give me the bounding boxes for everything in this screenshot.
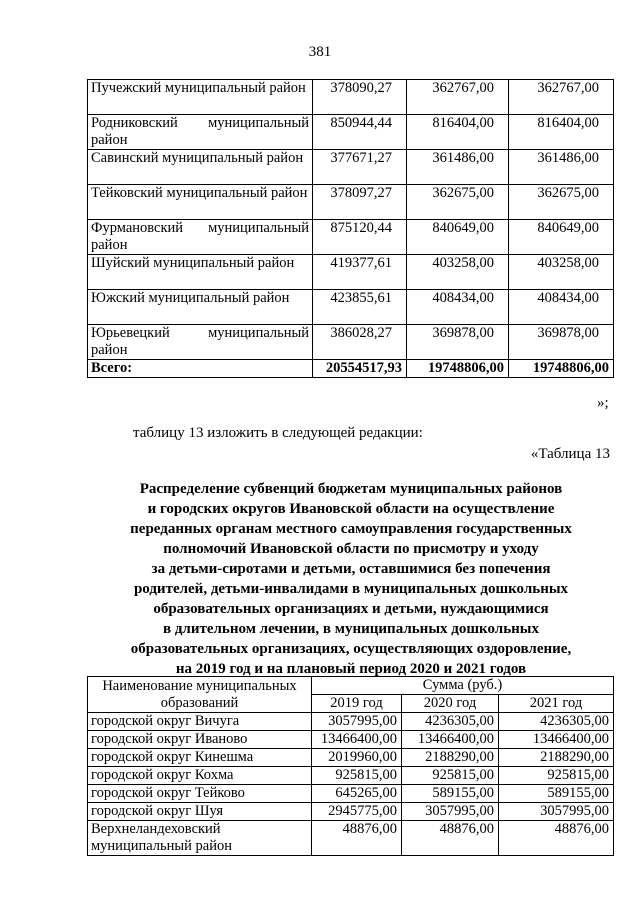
value-2021-cell: 3057995,00	[499, 803, 614, 821]
region-name-cell: Савинский муниципальный район	[88, 150, 313, 185]
region-name-cell: Шуйский муниципальный район	[88, 255, 313, 290]
value-2019-cell: 2945775,00	[312, 803, 402, 821]
region-name-cell: Юрьевецкий муниципальный район	[88, 325, 313, 360]
value-2019-cell: 378090,27	[313, 80, 407, 115]
table-row	[88, 325, 614, 360]
table-row	[88, 785, 614, 803]
closing-quote: »;	[597, 395, 609, 411]
municipality-name-cell: городской округ Кинешма	[88, 749, 312, 767]
value-2021-cell: 13466400,00	[499, 731, 614, 749]
value-2021-cell: 408434,00	[509, 290, 614, 325]
table-row	[88, 749, 614, 767]
value-2021-cell: 589155,00	[499, 785, 614, 803]
value-2021-cell: 362767,00	[509, 80, 614, 115]
value-2020-cell: 840649,00	[407, 220, 509, 255]
total-2020-cell: 19748806,00	[407, 360, 509, 378]
table-row	[88, 767, 614, 785]
value-2021-cell: 361486,00	[509, 150, 614, 185]
table-row	[88, 290, 614, 325]
value-2020-cell: 369878,00	[407, 325, 509, 360]
header-year-2020: 2020 год	[402, 695, 499, 713]
value-2020-cell: 48876,00	[402, 821, 499, 856]
value-2021-cell: 362675,00	[509, 185, 614, 220]
value-2020-cell: 408434,00	[407, 290, 509, 325]
value-2019-cell: 925815,00	[312, 767, 402, 785]
value-2020-cell: 403258,00	[407, 255, 509, 290]
table-row	[88, 185, 614, 220]
value-2021-cell: 840649,00	[509, 220, 614, 255]
total-2021-cell: 19748806,00	[509, 360, 614, 378]
heading-line: за детьми-сиротами и детьми, оставшимися без попечения	[151, 561, 551, 577]
table-header-row	[88, 677, 614, 695]
region-name-cell: Тейковский муниципальный район	[88, 185, 313, 220]
heading-line: Распределение субвенций бюджетам муниципальных районов	[139, 481, 563, 497]
value-2021-cell: 925815,00	[499, 767, 614, 785]
header-name-cell: Наименование муниципальных образований	[88, 677, 312, 713]
value-2019-cell: 13466400,00	[312, 731, 402, 749]
total-row	[88, 360, 614, 378]
table-row	[88, 803, 614, 821]
value-2020-cell: 361486,00	[407, 150, 509, 185]
value-2020-cell: 816404,00	[407, 115, 509, 150]
value-2021-cell: 403258,00	[509, 255, 614, 290]
heading-line: переданных органам местного самоуправления государственных	[130, 521, 572, 537]
value-2020-cell: 2188290,00	[402, 749, 499, 767]
table-13	[87, 676, 614, 856]
region-name-cell: Фурмановский муниципальный район	[88, 220, 313, 255]
heading-line: и городских округов Ивановской области на осуществление	[147, 501, 555, 517]
heading-line: образовательных организациях и детьми, нуждающимися	[153, 601, 549, 617]
value-2021-cell: 4236305,00	[499, 713, 614, 731]
value-2019-cell: 386028,27	[313, 325, 407, 360]
value-2020-cell: 925815,00	[402, 767, 499, 785]
header-year-2019: 2019 год	[312, 695, 402, 713]
municipality-name-cell: городской округ Тейково	[88, 785, 312, 803]
value-2020-cell: 362767,00	[407, 80, 509, 115]
value-2020-cell: 4236305,00	[402, 713, 499, 731]
table-row	[88, 115, 614, 150]
value-2021-cell: 48876,00	[499, 821, 614, 856]
heading-line: родителей, детьми-инвалидами в муниципальных дошкольных	[133, 581, 569, 597]
value-2021-cell: 816404,00	[509, 115, 614, 150]
page-number: 381	[308, 44, 332, 60]
value-2021-cell: 369878,00	[509, 325, 614, 360]
value-2019-cell: 378097,27	[313, 185, 407, 220]
municipality-name-cell: городской округ Шуя	[88, 803, 312, 821]
region-name-cell: Южский муниципальный район	[88, 290, 313, 325]
table-body	[88, 80, 614, 378]
header-sum-cell: Сумма (руб.)	[312, 677, 614, 695]
table-row	[88, 821, 614, 856]
value-2019-cell: 3057995,00	[312, 713, 402, 731]
heading-line: в длительном лечении, в муниципальных дошкольных	[162, 621, 539, 637]
table-row	[88, 731, 614, 749]
municipality-name-cell: городской округ Вичуга	[88, 713, 312, 731]
value-2020-cell: 362675,00	[407, 185, 509, 220]
heading-line: образовательных организациях, осуществляющих оздоровление,	[130, 641, 572, 657]
value-2019-cell: 2019960,00	[312, 749, 402, 767]
region-name-cell: Пучежский муниципальный район	[88, 80, 313, 115]
instruction-text: таблицу 13 изложить в следующей редакции:	[133, 425, 423, 441]
value-2021-cell: 2188290,00	[499, 749, 614, 767]
header-year-2021: 2021 год	[499, 695, 614, 713]
value-2020-cell: 13466400,00	[402, 731, 499, 749]
total-2019-cell: 20554517,93	[313, 360, 407, 378]
value-2019-cell: 419377,61	[313, 255, 407, 290]
table-row	[88, 150, 614, 185]
heading-line: на 2019 год и на плановый период 2020 и 2021 годов	[175, 661, 527, 677]
municipality-name-cell: Верхнеландеховский муниципальный район	[88, 821, 312, 856]
value-2019-cell: 875120,44	[313, 220, 407, 255]
value-2019-cell: 850944,44	[313, 115, 407, 150]
value-2019-cell: 377671,27	[313, 150, 407, 185]
heading-line: полномочий Ивановской области по присмотру и уходу	[163, 541, 539, 557]
table-body	[88, 677, 614, 856]
region-name-cell: Родниковский муниципальный район	[88, 115, 313, 150]
municipality-name-cell: городской округ Иваново	[88, 731, 312, 749]
value-2020-cell: 589155,00	[402, 785, 499, 803]
value-2019-cell: 423855,61	[313, 290, 407, 325]
total-label-cell: Всего:	[88, 360, 313, 378]
table-row	[88, 220, 614, 255]
table-row	[88, 255, 614, 290]
table-label: «Таблица 13	[530, 446, 610, 462]
value-2019-cell: 645265,00	[312, 785, 402, 803]
value-2019-cell: 48876,00	[312, 821, 402, 856]
subsidy-table-continued	[87, 79, 614, 378]
table-heading	[88, 479, 614, 679]
table-row	[88, 713, 614, 731]
table-row	[88, 80, 614, 115]
value-2020-cell: 3057995,00	[402, 803, 499, 821]
municipality-name-cell: городской округ Кохма	[88, 767, 312, 785]
